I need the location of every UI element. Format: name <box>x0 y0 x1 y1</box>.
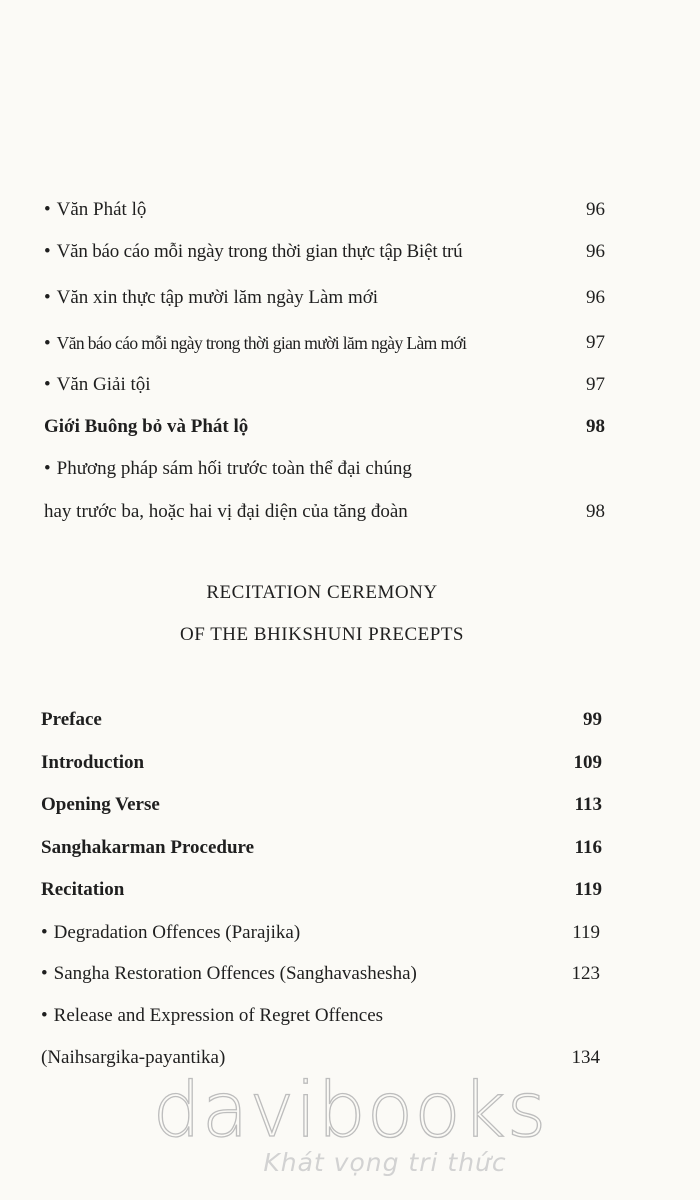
bullet: • <box>44 374 51 395</box>
toc-entry-page: 134 <box>571 1047 600 1068</box>
toc-entry <box>44 373 605 397</box>
toc-entry-title: Sanghakarman Procedure <box>41 837 255 858</box>
toc-entry-title: Introduction <box>41 752 145 773</box>
toc-entry-title: Văn báo cáo mỗi ngày trong thời gian thực tập Biệt trú <box>56 241 463 262</box>
toc-entry-title: Sangha Restoration Offences (Sanghavashesha) <box>53 963 417 984</box>
toc-entry-bold <box>41 878 602 902</box>
toc-entry-continuation <box>44 500 605 524</box>
bullet: • <box>44 241 51 262</box>
bullet: • <box>41 922 48 943</box>
toc-entry-page: 109 <box>573 752 602 773</box>
toc-entry-page: 97 <box>586 374 605 395</box>
bullet: • <box>44 458 51 479</box>
toc-entry-page: 96 <box>586 287 605 308</box>
toc-entry-title: Phương pháp sám hối trước toàn thể đại chúng <box>56 458 412 479</box>
watermark-brand: davibooks <box>152 1065 548 1154</box>
toc-entry-title: Preface <box>41 709 102 730</box>
toc-entry-title: (Naihsargika-payantika) <box>41 1047 226 1068</box>
toc-entry-title: Văn Phát lộ <box>56 199 147 220</box>
toc-entry-page: 98 <box>586 416 605 437</box>
toc-entry-title: Văn xin thực tập mười lăm ngày Làm mới <box>56 287 379 308</box>
toc-entry-bold <box>44 415 605 439</box>
toc-entry-title: Recitation <box>41 879 125 900</box>
bullet: • <box>41 963 48 984</box>
toc-entry-page: 119 <box>572 922 600 943</box>
toc-entry-title: Opening Verse <box>41 794 160 815</box>
toc-entry-title: Văn báo cáo mỗi ngày trong thời gian mười lăm ngày Làm mới <box>56 333 467 353</box>
toc-entry-page: 116 <box>574 837 602 858</box>
toc-entry <box>44 331 605 356</box>
toc-entry <box>41 1004 600 1028</box>
toc-entry <box>41 962 600 986</box>
watermark-tagline: Khát vọng tri thức <box>263 1148 507 1177</box>
bullet: • <box>44 333 51 354</box>
toc-entry-page: 97 <box>586 332 605 353</box>
toc-entry-page: 123 <box>571 963 600 984</box>
toc-entry-page: 98 <box>586 501 605 522</box>
toc-entry-title: hay trước ba, hoặc hai vị đại diện của tăng đoàn <box>44 501 408 522</box>
toc-entry-title: Giới Buông bỏ và Phát lộ <box>44 416 249 437</box>
watermark <box>150 1065 550 1177</box>
toc-entry <box>44 286 605 310</box>
bullet: • <box>44 199 51 220</box>
toc-entry-page: 96 <box>586 199 605 220</box>
toc-entry-title: Văn Giải tội <box>56 374 151 395</box>
toc-entry-bold <box>41 708 602 732</box>
section-heading-line1: RECITATION CEREMONY <box>206 582 438 603</box>
bullet: • <box>44 287 51 308</box>
bullet: • <box>41 1005 48 1026</box>
toc-entry-bold <box>41 793 602 817</box>
toc-entry-page: 96 <box>586 241 605 262</box>
section-heading-line2: OF THE BHIKSHUNI PRECEPTS <box>180 624 464 645</box>
toc-entry-title: Release and Expression of Regret Offences <box>53 1005 384 1026</box>
toc-entry-title: Degradation Offences (Parajika) <box>53 922 301 943</box>
toc-entry <box>41 921 600 945</box>
toc-entry <box>44 198 605 222</box>
toc-entry-bold <box>41 836 602 860</box>
toc-entry-page: 113 <box>574 794 602 815</box>
toc-entry <box>44 457 605 481</box>
toc-entry <box>44 240 605 264</box>
toc-entry-bold <box>41 751 602 775</box>
toc-entry-page: 119 <box>574 879 602 900</box>
toc-entry-page: 99 <box>583 709 602 730</box>
